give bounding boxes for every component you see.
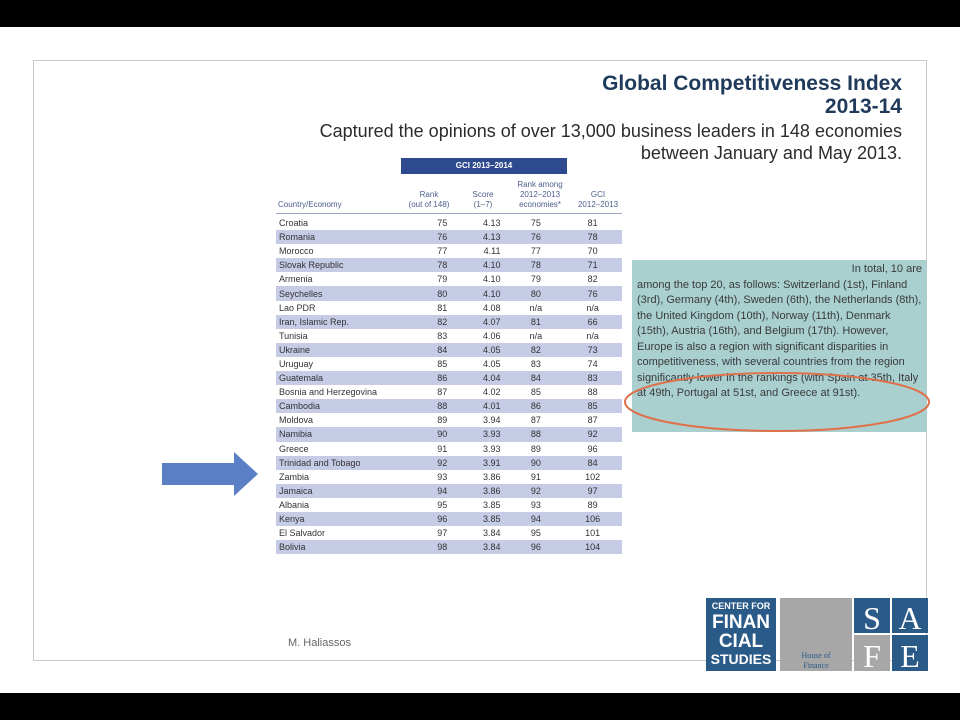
- score-cell: 4.06: [482, 330, 501, 341]
- rank-cell: 80: [398, 286, 457, 300]
- gci-2012-cell: 78: [563, 230, 622, 244]
- rank-cell: 88: [398, 399, 457, 413]
- gci-2012-cell: 76: [563, 286, 622, 300]
- rank-2012-cell: 94: [508, 512, 563, 526]
- gci-2012-cell: 85: [563, 399, 622, 413]
- rank-2012-cell: 90: [508, 456, 563, 470]
- score-cell: 3.86: [482, 471, 501, 482]
- table-row: [276, 442, 622, 456]
- gci-2012-cell: 83: [563, 371, 622, 385]
- table-row: [276, 371, 622, 385]
- header-rule: [276, 213, 622, 214]
- score-cell: 4.10: [457, 258, 508, 272]
- rank-2012-cell: 82: [508, 343, 563, 357]
- score-cell: 4.05: [482, 358, 501, 369]
- subtitle-line-2: between January and May 2013.: [640, 143, 902, 163]
- rank-cell: 78: [398, 258, 457, 272]
- gci-2012-cell: 73: [563, 343, 622, 357]
- rank-2012-cell: 92: [508, 484, 563, 498]
- logo-cfs-line-1: CENTER FOR: [711, 601, 771, 611]
- country-cell: Albania: [279, 499, 310, 510]
- country-cell: Croatia: [279, 218, 309, 229]
- rank-2012-cell: 85: [530, 387, 541, 398]
- rank-cell: 94: [398, 484, 457, 498]
- rank-cell: 76: [398, 230, 457, 244]
- country-cell: Uruguay: [279, 358, 314, 369]
- gci-2012-cell: 84: [563, 456, 622, 470]
- country-cell: El Salvador: [279, 528, 326, 539]
- country-cell: Iran, Islamic Rep.: [276, 315, 398, 329]
- logo-cfs-line-3: CIAL: [718, 631, 764, 652]
- score-cell: 4.01: [457, 399, 508, 413]
- table-row: [276, 484, 622, 498]
- gci-2012-cell: 102: [585, 471, 601, 482]
- highlight-ellipse: [620, 367, 940, 437]
- country-cell: Tunisia: [279, 330, 308, 341]
- gci-2012-cell: n/a: [586, 330, 599, 341]
- logo-cfs-line-2: FINAN: [711, 612, 771, 633]
- score-cell: 4.05: [457, 343, 508, 357]
- table-row: [276, 357, 622, 371]
- callout-body: among the top 20, as follows: Switzerland (1st), Finland (3rd), Germany (4th), Sweden (6th), the Netherlands (8th), the United Kingdom (10th), Norway (11th), Denmark (15th), Austria (16th), and Belgium (17th). However, Europe is also a region with significant disparities in competitiveness, with several countries from the region significantly lower in the rankings (with Spain at 35th, Italy at 49th, Portugal at 51st, and Greece at 91st).: [637, 278, 922, 399]
- country-cell: Jamaica: [276, 484, 398, 498]
- gci-2012-cell: 96: [587, 443, 598, 454]
- table-row: [276, 216, 622, 230]
- table-row: [276, 498, 622, 512]
- rank-2012-cell: 76: [508, 230, 563, 244]
- score-cell: 3.84: [482, 528, 501, 539]
- rank-cell: 85: [437, 358, 448, 369]
- table-row: [276, 244, 622, 258]
- table-row: [276, 315, 622, 329]
- logo-safe-f: F: [863, 638, 881, 671]
- table-row: [276, 456, 622, 470]
- gci-2012-cell: 101: [585, 528, 601, 539]
- table-row: [276, 343, 622, 357]
- rank-2012-cell: n/a: [529, 330, 543, 341]
- country-cell: Namibia: [276, 427, 398, 441]
- right-arrow-icon: [162, 452, 260, 496]
- rank-cell: 83: [437, 330, 448, 341]
- gci-2012-cell: 66: [563, 315, 622, 329]
- table-row: [276, 230, 622, 244]
- gci-group-header: GCI 2013–2014: [401, 158, 567, 174]
- gci-2012-cell: 82: [587, 274, 598, 285]
- gci-table: [276, 216, 622, 554]
- gci-2012-cell: 71: [563, 258, 622, 272]
- table-row: [276, 301, 622, 315]
- rank-2012-cell: 96: [508, 540, 563, 554]
- score-cell: 4.13: [482, 218, 501, 229]
- logo-safe-s: S: [863, 600, 881, 636]
- gci-2012-cell: 97: [563, 484, 622, 498]
- rank-cell: 93: [437, 471, 448, 482]
- rank-cell: 77: [437, 246, 448, 257]
- subtitle-line-1: Captured the opinions of over 13,000 business leaders in 148 economies: [319, 121, 902, 141]
- rank-2012-cell: 84: [508, 371, 563, 385]
- country-cell: Cambodia: [276, 399, 398, 413]
- score-cell: 4.02: [482, 387, 501, 398]
- country-cell: Lao PDR: [279, 302, 316, 313]
- score-cell: 3.86: [457, 484, 508, 498]
- score-cell: 3.93: [482, 443, 501, 454]
- rank-cell: 98: [398, 540, 457, 554]
- rank-cell: 82: [398, 315, 457, 329]
- country-cell: Seychelles: [276, 286, 398, 300]
- table-row: [276, 512, 622, 526]
- logo-cfs-line-4: STUDIES: [710, 651, 772, 667]
- rank-2012-cell: n/a: [529, 302, 543, 313]
- rank-cell: 89: [437, 415, 448, 426]
- title-line-1: Global Competitiveness Index: [602, 72, 902, 95]
- country-cell: Zambia: [279, 471, 310, 482]
- score-cell: 3.91: [457, 456, 508, 470]
- gci-2012-cell: 87: [587, 415, 598, 426]
- rank-cell: 87: [437, 387, 448, 398]
- rank-cell: 75: [437, 218, 448, 229]
- score-cell: 4.10: [457, 286, 508, 300]
- table-row: [276, 470, 622, 484]
- rank-2012-cell: 80: [508, 286, 563, 300]
- rank-2012-cell: 75: [530, 218, 541, 229]
- country-cell: Ukraine: [276, 343, 398, 357]
- rank-2012-cell: 91: [530, 471, 541, 482]
- score-cell: 4.07: [457, 315, 508, 329]
- table-row: [276, 329, 622, 343]
- rank-cell: 86: [398, 371, 457, 385]
- gci-2012-cell: 74: [587, 358, 598, 369]
- col-header-score: Score (1–7): [472, 190, 494, 209]
- rank-2012-cell: 87: [530, 415, 541, 426]
- table-row: [276, 399, 622, 413]
- col-header-gci-2012: GCI 2012–2013: [577, 190, 619, 209]
- footer-author: M. Haliassos: [288, 637, 351, 649]
- logo-safe-a: A: [898, 600, 922, 636]
- title-line-2: 2013-14: [824, 95, 902, 118]
- country-cell: Moldova: [279, 415, 314, 426]
- score-cell: 3.94: [482, 415, 501, 426]
- country-cell: Guatemala: [276, 371, 398, 385]
- gci-2012-cell: 89: [587, 499, 598, 510]
- table-row: [276, 526, 622, 540]
- rank-2012-cell: 81: [508, 315, 563, 329]
- country-cell: Greece: [279, 443, 309, 454]
- country-cell: Armenia: [279, 274, 313, 285]
- slide-title: [302, 72, 902, 118]
- score-cell: 4.04: [457, 371, 508, 385]
- table-row: [276, 540, 622, 554]
- score-cell: 4.10: [482, 274, 501, 285]
- table-row: [276, 427, 622, 441]
- score-cell: 3.85: [457, 512, 508, 526]
- col-header-rank: Rank (out of 148): [408, 190, 450, 209]
- rank-2012-cell: 77: [530, 246, 541, 257]
- gci-2012-cell: n/a: [586, 302, 599, 313]
- rank-cell: 81: [437, 302, 448, 313]
- gci-2012-cell: 106: [563, 512, 622, 526]
- gci-2012-cell: 92: [563, 427, 622, 441]
- rank-2012-cell: 95: [530, 528, 541, 539]
- logo-hof-line-1: House of: [801, 651, 831, 660]
- rank-cell: 96: [398, 512, 457, 526]
- callout-first-line: In total, 10 are: [851, 263, 922, 275]
- col-header-country: Country/Economy: [278, 200, 342, 209]
- rank-2012-cell: 89: [530, 443, 541, 454]
- gci-2012-cell: 70: [587, 246, 598, 257]
- rank-2012-cell: 79: [530, 274, 541, 285]
- gci-2012-cell: 81: [587, 218, 598, 229]
- score-cell: 3.85: [482, 499, 501, 510]
- rank-2012-cell: 86: [508, 399, 563, 413]
- table-row: [276, 258, 622, 272]
- logo-hof-line-2: Finance: [803, 661, 829, 670]
- gci-2012-cell: 104: [563, 540, 622, 554]
- score-cell: 4.13: [457, 230, 508, 244]
- rank-2012-cell: 88: [508, 427, 563, 441]
- col-header-rank-2012: Rank among 2012–2013 economies*: [517, 180, 563, 209]
- rank-cell: 79: [437, 274, 448, 285]
- rank-cell: 97: [437, 528, 448, 539]
- country-cell: Morocco: [279, 246, 314, 257]
- country-cell: Romania: [276, 230, 398, 244]
- score-cell: 3.93: [457, 427, 508, 441]
- rank-cell: 91: [437, 443, 448, 454]
- rank-cell: 84: [398, 343, 457, 357]
- rank-cell: 92: [398, 456, 457, 470]
- country-cell: Bosnia and Herzegovina: [279, 387, 378, 398]
- country-cell: Kenya: [276, 512, 398, 526]
- table-row: [276, 272, 622, 286]
- country-cell: Trinidad and Tobago: [276, 456, 398, 470]
- table-row: [276, 286, 622, 300]
- gci-2012-cell: 88: [587, 387, 598, 398]
- rank-cell: 95: [437, 499, 448, 510]
- rank-2012-cell: 78: [508, 258, 563, 272]
- score-cell: 4.11: [483, 246, 501, 257]
- rank-2012-cell: 93: [530, 499, 541, 510]
- cfs-safe-logo: [706, 598, 928, 671]
- rank-2012-cell: 83: [530, 358, 541, 369]
- country-cell: Slovak Republic: [276, 258, 398, 272]
- score-cell: 4.08: [482, 302, 501, 313]
- table-row: [276, 413, 622, 427]
- score-cell: 3.84: [457, 540, 508, 554]
- slide: [0, 27, 960, 693]
- country-cell: Bolivia: [276, 540, 398, 554]
- table-row: [276, 385, 622, 399]
- logo-safe-e: E: [900, 638, 920, 671]
- rank-cell: 90: [398, 427, 457, 441]
